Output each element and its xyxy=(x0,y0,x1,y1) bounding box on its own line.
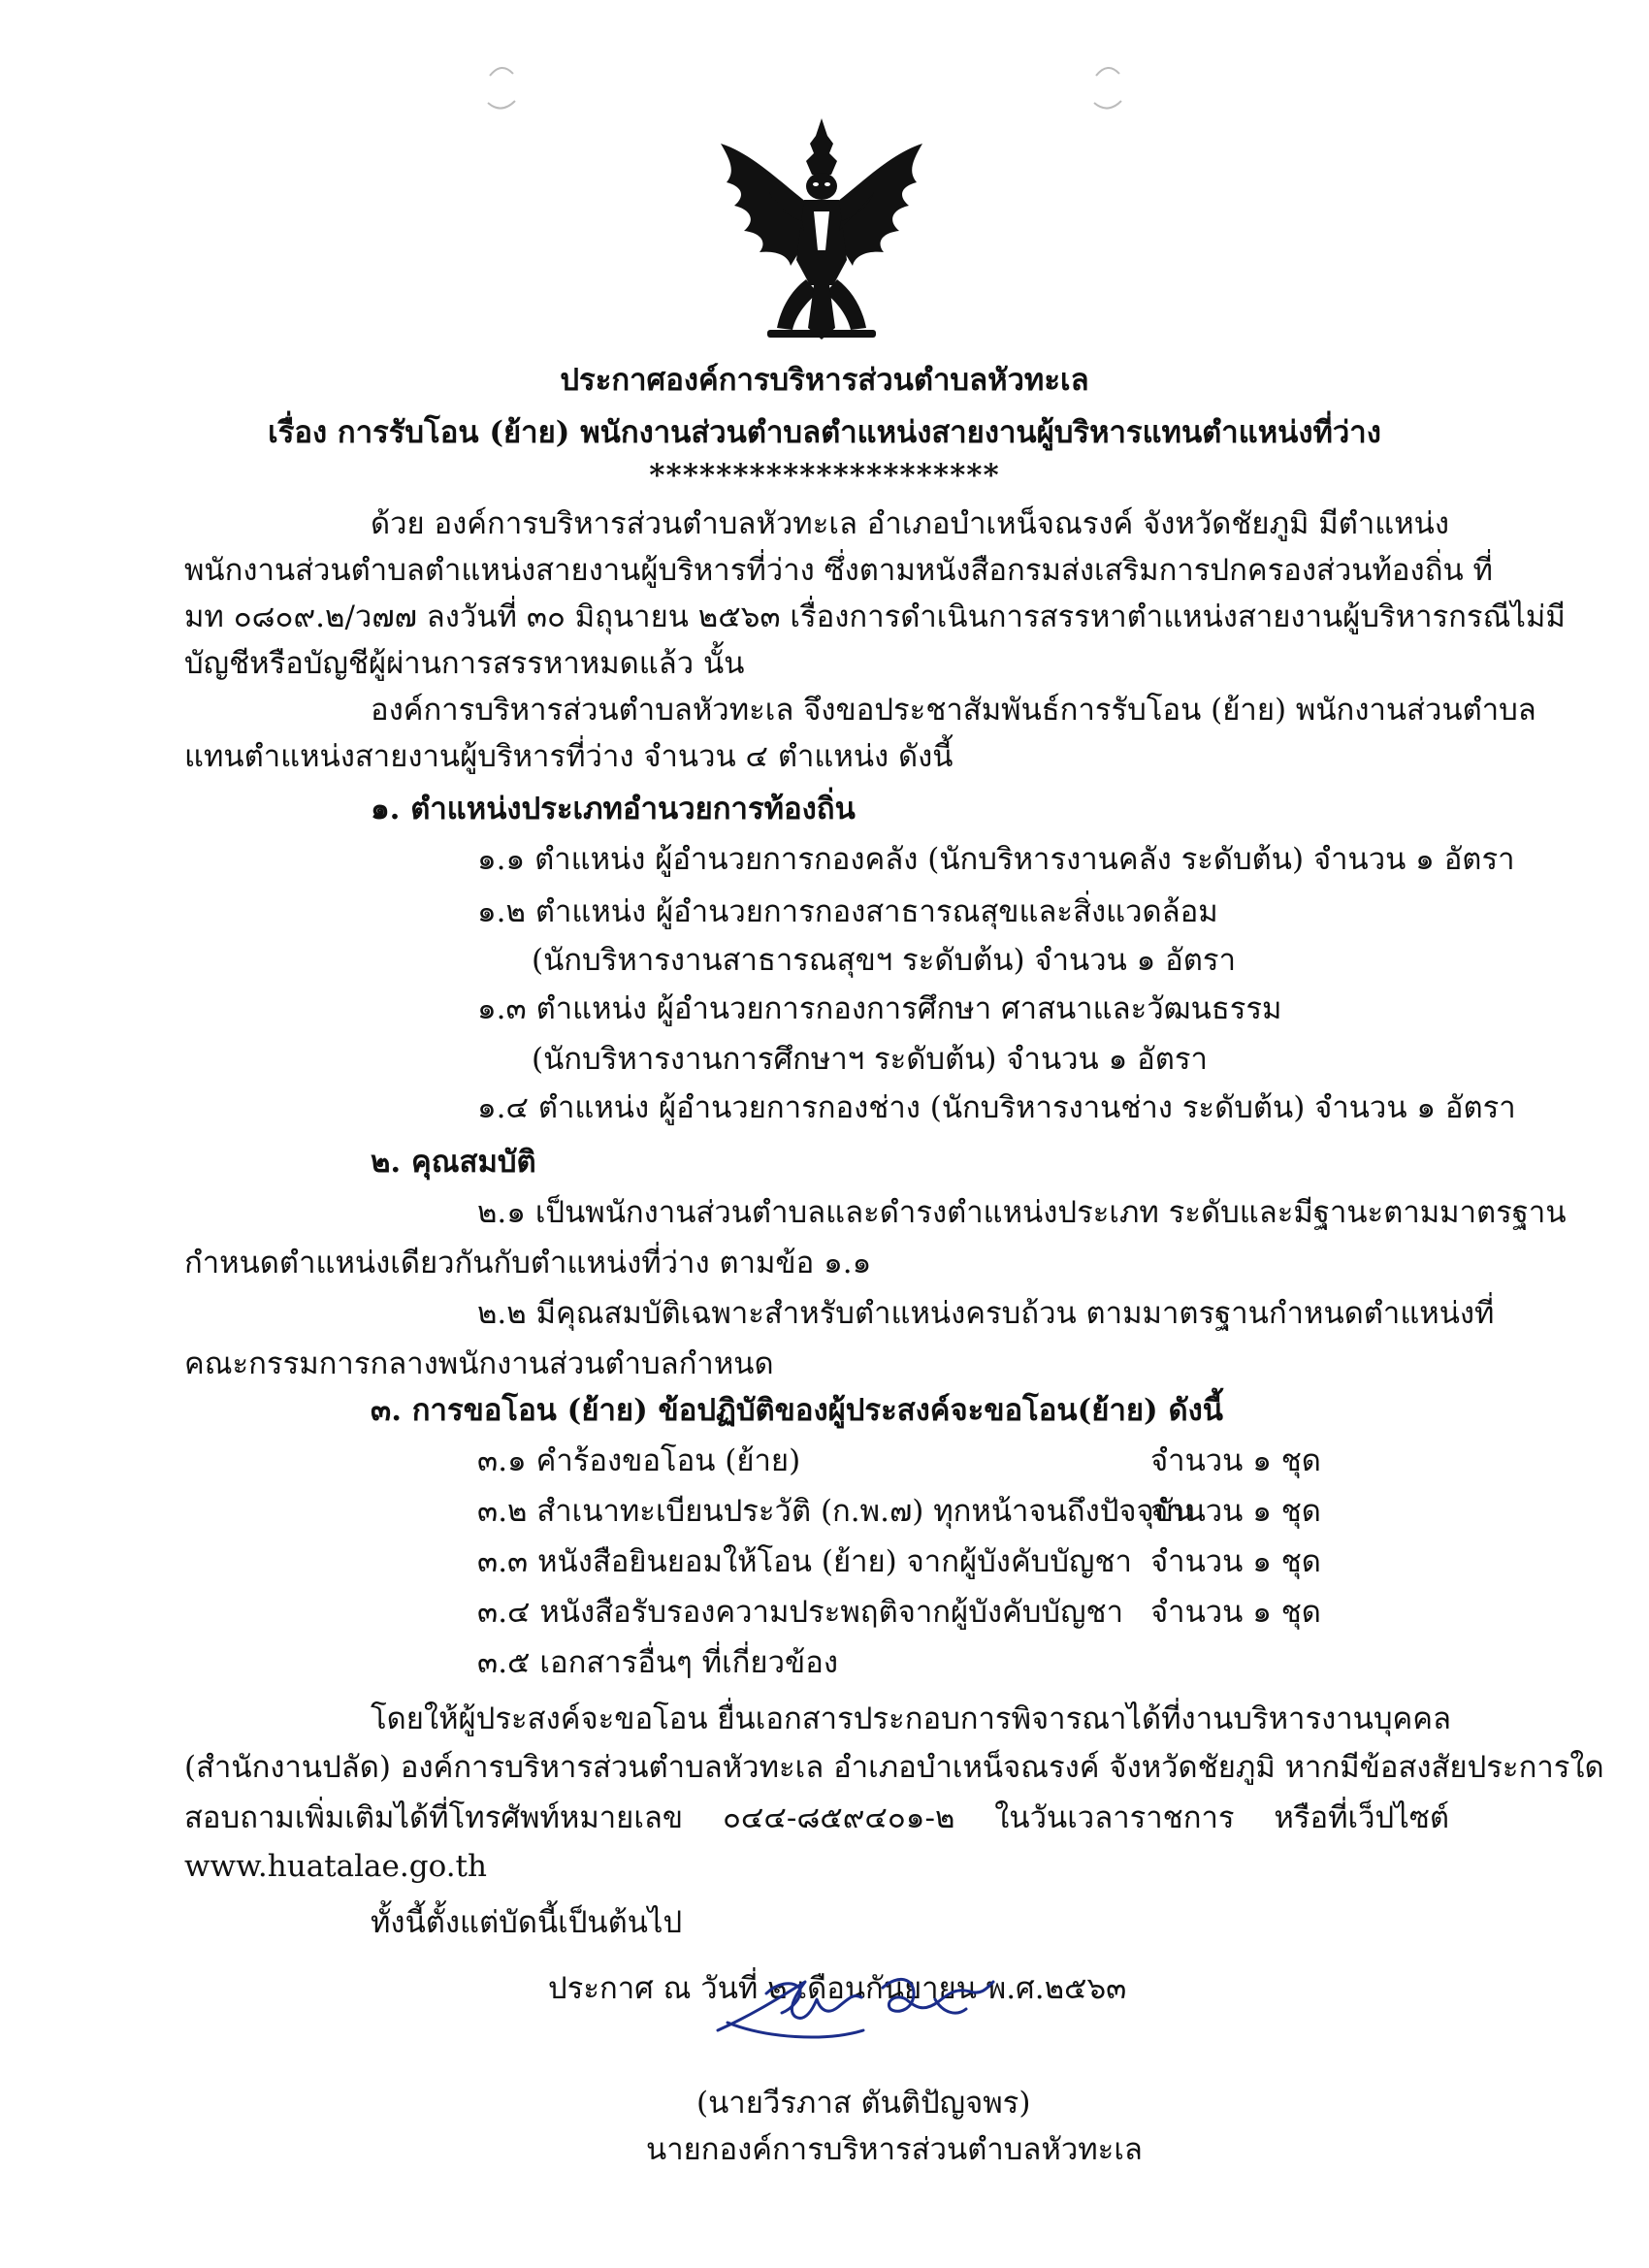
garuda-emblem-icon xyxy=(713,114,931,342)
punch-hole-mark-right xyxy=(1088,56,1127,114)
document-item-3-5: ๓.๕ เอกสารอื่นๆ ที่เกี่ยวข้อง xyxy=(477,1645,838,1680)
position-item-1-3-detail: (นักบริหารงานการศึกษาฯ ระดับต้น) จำนวน ๑ อัตรา xyxy=(532,1042,1208,1077)
title-separator: ********************* xyxy=(649,458,1000,493)
closing-line-2: (สำนักงานปลัด) องค์การบริหารส่วนตำบลหัวทะเล อำเภอบำเหน็จณรงค์ จังหวัดชัยภูมิ หากมีข้อสงสัยประการใด xyxy=(184,1750,1604,1785)
document-item-3-4: ๓.๔ หนังสือรับรองความประพฤติจากผู้บังคับบัญชา xyxy=(477,1595,1123,1630)
document-item-3-4-qty: จำนวน ๑ ชุด xyxy=(1150,1595,1321,1630)
qualification-2-1: ๒.๑ เป็นพนักงานส่วนตำบลและดำรงตำแหน่งประเภท ระดับและมีฐานะตามมาตรฐาน xyxy=(477,1195,1567,1230)
closing-line-1: โดยให้ผู้ประสงค์จะขอโอน ยื่นเอกสารประกอบการพิจารณาได้ที่งานบริหารงานบุคคล xyxy=(371,1701,1452,1736)
document-item-3-2: ๓.๒ สำเนาทะเบียนประวัติ (ก.พ.๗) ทุกหน้าจนถึงปัจจุบัน xyxy=(477,1494,1194,1529)
intro-p2-line-1: องค์การบริหารส่วนตำบลหัวทะเล จึงขอประชาสัมพันธ์การรับโอน (ย้าย) พนักงานส่วนตำบล xyxy=(371,693,1536,728)
intro-p1-line-2: พนักงานส่วนตำบลตำแหน่งสายงานผู้บริหารที่ว่าง ซึ่งตามหนังสือกรมส่งเสริมการปกครองส่วนท้องถิ่น ที่ xyxy=(184,553,1493,588)
section-1-heading: ๑. ตำแหน่งประเภทอำนวยการท้องถิ่น xyxy=(371,792,856,826)
document-item-3-1: ๓.๑ คำร้องขอโอน (ย้าย) xyxy=(477,1443,801,1478)
intro-p2-line-2: แทนตำแหน่งสายงานผู้บริหารที่ว่าง จำนวน ๔ ตำแหน่ง ดังนี้ xyxy=(184,739,954,774)
qualification-2-2-cont: คณะกรรมการกลางพนักงานส่วนตำบลกำหนด xyxy=(184,1346,774,1381)
intro-p1-line-4: บัญชีหรือบัญชีผู้ผ่านการสรรหาหมดแล้ว นั้น xyxy=(184,646,745,681)
punch-hole-mark-left xyxy=(482,56,521,114)
position-item-1-2-detail: (นักบริหารงานสาธารณสุขฯ ระดับต้น) จำนวน ๑ อัตรา xyxy=(532,943,1236,978)
position-item-1-4: ๑.๔ ตำแหน่ง ผู้อำนวยการกองช่าง (นักบริหารงานช่าง ระดับต้น) จำนวน ๑ อัตรา xyxy=(477,1090,1516,1125)
document-title: ประกาศองค์การบริหารส่วนตำบลหัวทะเล xyxy=(560,363,1089,398)
position-item-1-2: ๑.๒ ตำแหน่ง ผู้อำนวยการกองสาธารณสุขและสิ่งแวดล้อม xyxy=(477,894,1218,929)
section-3-heading: ๓. การขอโอน (ย้าย) ข้อปฏิบัติของผู้ประสงค์จะขอโอน(ย้าย) ดังนี้ xyxy=(371,1393,1223,1428)
intro-p1-line-1: ด้วย องค์การบริหารส่วนตำบลหัวทะเล อำเภอบำเหน็จณรงค์ จังหวัดชัยภูมิ มีตำแหน่ง xyxy=(371,506,1450,541)
document-item-3-1-qty: จำนวน ๑ ชุด xyxy=(1150,1443,1321,1478)
announcement-date: ประกาศ ณ วันที่ ๒ เดือนกันยายน พ.ศ.๒๕๖๓ xyxy=(548,1971,1127,2006)
document-item-3-3-qty: จำนวน ๑ ชุด xyxy=(1150,1544,1321,1579)
position-item-1-1: ๑.๑ ตำแหน่ง ผู้อำนวยการกองคลัง (นักบริหารงานคลัง ระดับต้น) จำนวน ๑ อัตรา xyxy=(477,842,1515,877)
signature-image xyxy=(698,1955,1009,2047)
section-2-heading: ๒. คุณสมบัติ xyxy=(371,1145,536,1180)
signer-position: นายกองค์การบริหารส่วนตำบลหัวทะเล xyxy=(646,2132,1143,2167)
effective-statement: ทั้งนี้ตั้งแต่บัดนี้เป็นต้นไป xyxy=(371,1905,683,1940)
intro-p1-line-3: มท ๐๘๐๙.๒/ว๗๗ ลงวันที่ ๓๐ มิถุนายน ๒๕๖๓ เรื่องการดำเนินการสรรหาตำแหน่งสายงานผู้บริหารกรณีไม่มี xyxy=(184,599,1566,634)
qualification-2-1-cont: กำหนดตำแหน่งเดียวกันกับตำแหน่งที่ว่าง ตามข้อ ๑.๑ xyxy=(184,1246,872,1280)
closing-line-3: สอบถามเพิ่มเติมได้ที่โทรศัพท์หมายเลข ๐๔๔-๘๕๙๔๐๑-๒ ในวันเวลาราชการ หรือที่เว็ปไซต์ xyxy=(184,1800,1449,1835)
document-item-3-3: ๓.๓ หนังสือยินยอมให้โอน (ย้าย) จากผู้บังคับบัญชา xyxy=(477,1544,1132,1579)
signer-name: (นายวีรภาส ตันติปัญจพร) xyxy=(696,2086,1031,2121)
website-url: www.huatalae.go.th xyxy=(184,1849,487,1884)
qualification-2-2: ๒.๒ มีคุณสมบัติเฉพาะสำหรับตำแหน่งครบถ้วน ตามมาตรฐานกำหนดตำแหน่งที่ xyxy=(477,1296,1495,1331)
document-subject: เรื่อง การรับโอน (ย้าย) พนักงานส่วนตำบลตำแหน่งสายงานผู้บริหารแทนตำแหน่งที่ว่าง xyxy=(268,415,1381,450)
document-item-3-2-qty: จำนวน ๑ ชุด xyxy=(1150,1494,1321,1529)
position-item-1-3: ๑.๓ ตำแหน่ง ผู้อำนวยการกองการศึกษา ศาสนาและวัฒนธรรม xyxy=(477,991,1282,1026)
